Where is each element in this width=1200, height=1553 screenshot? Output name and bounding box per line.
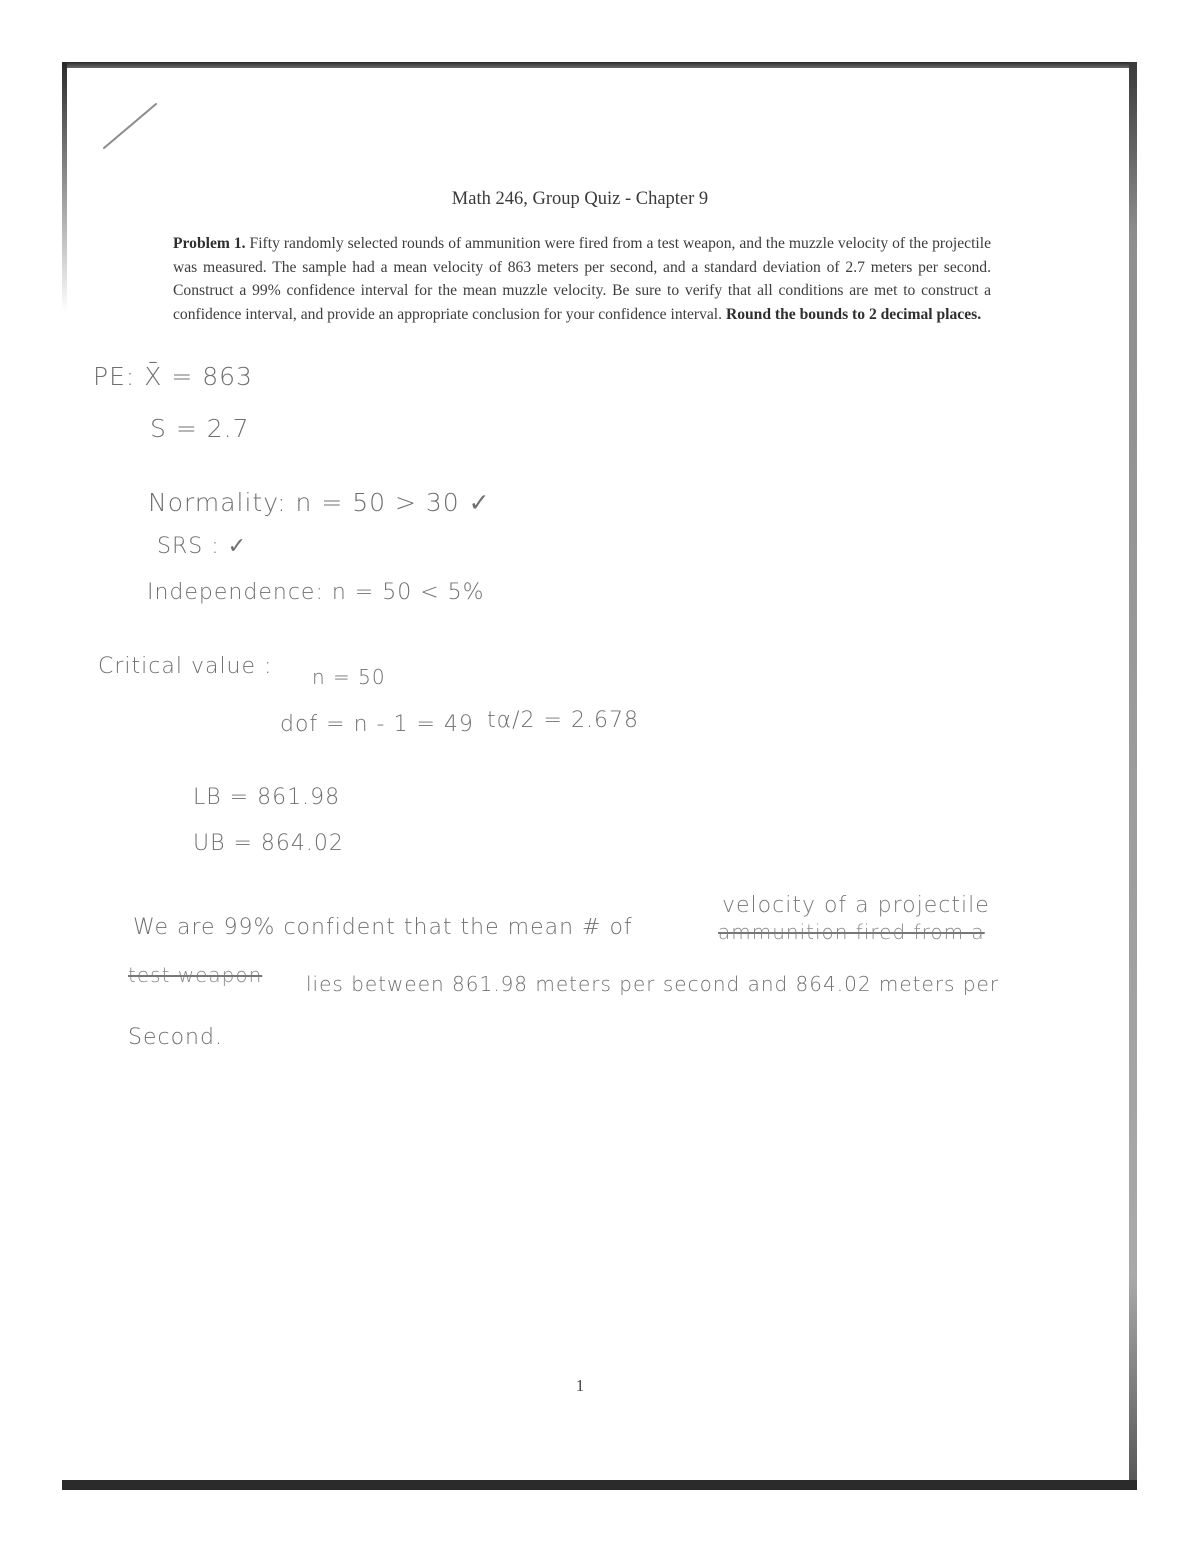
conclusion-crossed-out-2: test weapon [128,963,263,987]
grader-check-mark-icon [100,100,160,152]
critical-value-n: n = 50 [312,665,386,689]
problem-statement [173,232,991,326]
problem-text: Fifty randomly selected rounds of ammunition were fired from a test weapon, and the muzzle velocity of the projectile was measured. The sample had a mean velocity of 863 meters per second, and a standard deviation of 2.7 meters per second. Construct a 99% confidence interval for the mean muzzle velocity. Be sure to verify that all conditions are met to construct a confidence interval, and provide an appropriate conclusion for your confidence interval. [173,235,991,323]
normality-check: Normality: n = 50 > 30 ✓ [148,488,491,517]
standard-deviation: S = 2.7 [150,414,250,443]
degrees-of-freedom: dof = n - 1 = 49 [280,712,474,737]
scan-edge-left [62,62,67,312]
critical-value-label: Critical value : [98,654,273,679]
scan-edge-top [62,62,1137,68]
independence-check: Independence: n = 50 < 5% [147,580,485,605]
point-estimate: PE: X̄ = 863 [93,362,253,391]
srs-check: SRS : ✓ [157,534,248,559]
conclusion-line-1: We are 99% confident that the mean # of [133,915,633,940]
quiz-title: Math 246, Group Quiz - Chapter 9 [451,189,709,209]
scan-edge-bottom [62,1480,1137,1490]
conclusion-insert: velocity of a projectile [722,893,990,918]
scan-edge-right [1129,62,1137,1490]
upper-bound: UB = 864.02 [193,831,344,856]
conclusion-crossed-out-1: ammunition fired from a [718,920,985,944]
conclusion-line-3: Second. [128,1025,223,1050]
problem-label: Problem 1. [173,235,246,252]
t-critical-value: tα/2 = 2.678 [487,708,639,733]
lower-bound: LB = 861.98 [193,785,341,810]
conclusion-line-2: lies between 861.98 meters per second and 864.02 meters per [306,972,1000,996]
page-number: 1 [575,1376,585,1395]
problem-instruction: Round the bounds to 2 decimal places. [725,305,982,323]
